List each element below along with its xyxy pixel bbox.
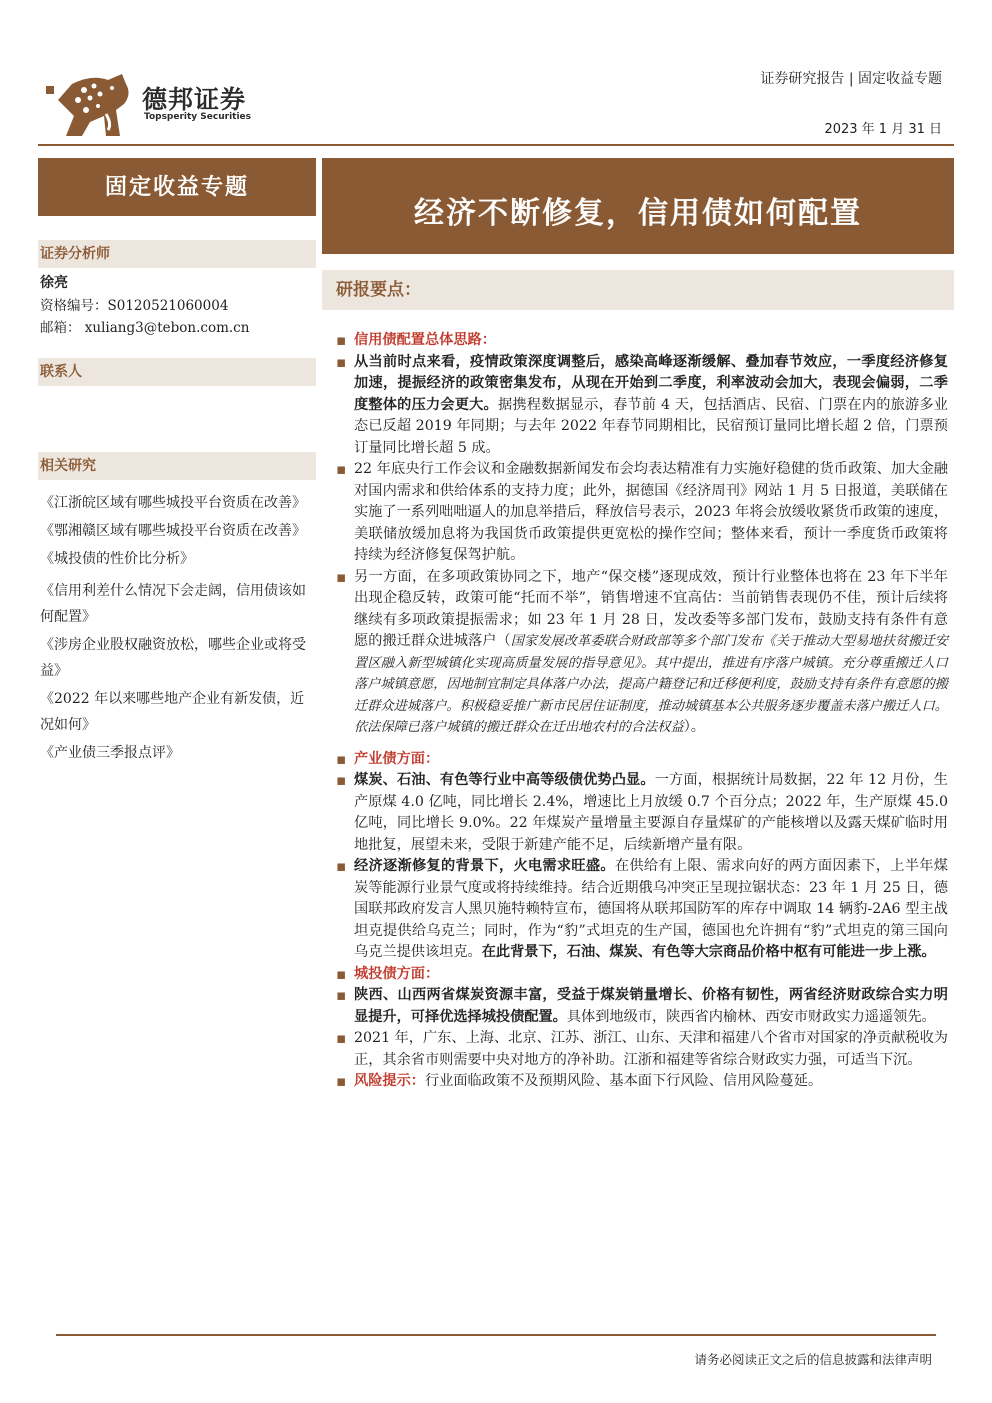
related-heading: 相关研究 bbox=[38, 452, 316, 480]
key-points-heading: 研报要点： bbox=[322, 270, 954, 310]
related-item[interactable]: 《信用利差什么情况下会走阔，信用债该如何配置》 bbox=[40, 583, 306, 625]
body-text: ）。 bbox=[683, 719, 705, 735]
analyst-name: 徐亮 bbox=[40, 275, 68, 291]
company-logo bbox=[42, 70, 272, 140]
company-name-en: Topsperity Securities bbox=[144, 112, 251, 122]
bullet-paragraph bbox=[336, 770, 948, 856]
bold-text: 从当前时点来看，疫情政策深度调整后，感染高峰逐渐缓解、叠加春节效应，一季度经济修复加速，提振经济的政策密集发布，从现在开始到二季度，利率波动会加大，表现会偏弱，二季度整体的压力会更大。 bbox=[354, 353, 948, 413]
analyst-heading: 证券分析师 bbox=[38, 240, 316, 268]
section-heading-industrial: ▪ 产业债方面： bbox=[336, 749, 948, 771]
bullet-paragraph bbox=[336, 567, 948, 739]
report-title: 经济不断修复，信用债如何配置 bbox=[322, 158, 954, 254]
related-item[interactable]: 《涉房企业股权融资放松，哪些企业或将受益》 bbox=[40, 637, 306, 679]
related-item[interactable]: 《江浙皖区域有哪些城投平台资质在改善》 bbox=[40, 495, 306, 511]
bullet-paragraph bbox=[336, 459, 948, 567]
body-text: 另一方面，在多项政策协同之下，地产“保交楼”逐现成效，预计行业整体也将在 23 年下半年出现企稳反转，政策可能“托而不举”，销售增速不宜高估：当前销售表现仍不佳，预计后续将继续有多项政策提振需求；如 23 年 1 月 28 日，发改委等多部门发布，鼓励支持有条件有意愿的搬迁群众进城落户（ bbox=[354, 568, 948, 649]
category-banner: 固定收益专题 bbox=[38, 158, 316, 216]
related-research-list bbox=[40, 490, 316, 768]
bullet-paragraph bbox=[336, 352, 948, 460]
body-text: 具体到地级市，陕西省内榆林、西安市财政实力遥遥领先。 bbox=[566, 1008, 936, 1025]
company-name-cn: 德邦证券 bbox=[142, 85, 247, 114]
bullet-paragraph bbox=[336, 856, 948, 964]
body-text: 据携程数据显示，春节前 4 天，包括酒店、民宿、门票在内的旅游多业态已反超 2019 年同期；与去年 2022 年春节同期相比，民宿预订量同比增长超 2 倍，门票预订量同比增长超 5 成。 bbox=[354, 396, 948, 456]
risk-text: 行业面临政策不及预期风险、基本面下行风险、信用风险蔓延。 bbox=[424, 1073, 823, 1089]
contact-heading: 联系人 bbox=[38, 358, 316, 386]
disclaimer: 请务必阅读正文之后的信息披露和法律声明 bbox=[694, 1352, 932, 1367]
bullet-paragraph bbox=[336, 1028, 948, 1071]
related-item[interactable]: 《鄂湘赣区域有哪些城投平台资质在改善》 bbox=[40, 523, 306, 539]
bold-text: 煤炭、石油、有色等行业中高等级债优势凸显。 bbox=[354, 772, 655, 788]
bold-text: 陕西、山西两省煤炭资源丰富，受益于煤炭销量增长、价格有韧性，两省经济财政综合实力明显提升，可择优选择城投债配置。 bbox=[354, 987, 948, 1025]
body-text: 2021 年，广东、上海、北京、江苏、浙江、山东、天津和福建八个省市对国家的净贡献税收为正，其余省市则需要中央对地方的净补助。江浙和福建等省综合财政实力强，可适当下沉。 bbox=[354, 1030, 948, 1068]
body-text: 22 年底央行工作会议和金融数据新闻发布会均表达精准有力实施好稳健的货币政策、加大金融对国内需求和供给体系的支持力度；此外，据德国《经济周刊》网站 1 月 5 日报道，美联储在实施了一系列咄咄逼人的加息举措后，释放信号表示，2023 年将会放缓收紧货币政策的速度，美联储放缓加息将为我国货币政策提供更宽松的操作空间；整体来看，预计一季度货币政策将持续为经济修复保驾护航。 bbox=[354, 461, 948, 563]
header-divider bbox=[38, 144, 954, 146]
report-date: 2023 年 1 月 31 日 bbox=[824, 122, 942, 137]
bold-text: 在此背景下，石油、煤炭、有色等大宗商品价格中枢有可能进一步上涨。 bbox=[481, 944, 936, 960]
analyst-license: 资格编号：S0120521060004 bbox=[40, 298, 229, 314]
bold-text: 经济逐渐修复的背景下，火电需求旺盛。 bbox=[354, 858, 615, 874]
risk-warning bbox=[336, 1071, 948, 1093]
leopard-logo-icon bbox=[42, 70, 134, 138]
risk-label: 风险提示： bbox=[354, 1073, 425, 1089]
analyst-email[interactable]: 邮箱： xuliang3@tebon.com.cn bbox=[40, 320, 250, 336]
related-item[interactable]: 《产业债三季报点评》 bbox=[40, 745, 180, 761]
related-item[interactable]: 《2022 年以来哪些地产企业有新发债，近况如何》 bbox=[40, 691, 305, 733]
bullet-paragraph bbox=[336, 985, 948, 1028]
section-heading-credit: ▪ 信用债配置总体思路： bbox=[336, 330, 948, 352]
body-text: 在供给有上限、需求向好的两方面因素下，上半年煤炭等能源行业景气度或将持续维持。结合近期俄乌冲突正呈现拉锯状态：23 年 1 月 25 日，德国联邦政府发言人黑贝施特赖特宣布，德国将从联邦国防军的库存中调取 14 辆豹-2A6 型主战坦克提供给乌克兰；同时，作为“豹”式坦克的生产国，德国也允许拥有“豹”式坦克的第三国向乌克兰提供该坦克。 bbox=[354, 858, 948, 960]
document-type: 证券研究报告 | 固定收益专题 bbox=[760, 71, 942, 87]
section-heading-lgfv: ▪ 城投债方面： bbox=[336, 964, 948, 986]
footer-divider bbox=[56, 1334, 936, 1336]
italic-quote: 国家发展改革委联合财政部等多个部门发布《关于推动大型易地扶贫搬迁安置区融入新型城镇化实现高质量发展的指导意见》。其中提出，推进有序落户城镇。充分尊重搬迁人口落户城镇意愿，因地制宜制定具体落户办法，提高户籍登记和迁移便利度，鼓励支持有条件有意愿的搬迁群众进城落户。积极稳妥推广新市民居住证制度，推动城镇基本公共服务逐步覆盖未落户搬迁人口。依法保障已落户城镇的搬迁群众在迁出地农村的合法权益 bbox=[354, 634, 948, 735]
report-content bbox=[336, 330, 948, 1093]
body-text: 一方面，根据统计局数据，22 年 12 月份，生产原煤 4.0 亿吨，同比增长 2.4%，增速比上月放缓 0.7 个百分点；2022 年，生产原煤 45.0 亿吨，同比增长 9.0%。22 年煤炭产量增量主要源自存量煤矿的产能核增以及露天煤矿临时用地批复，展望未来，受限于新建产能不足，后续新增产量有限。 bbox=[354, 772, 948, 853]
related-item[interactable]: 《城投债的性价比分析》 bbox=[40, 551, 194, 567]
